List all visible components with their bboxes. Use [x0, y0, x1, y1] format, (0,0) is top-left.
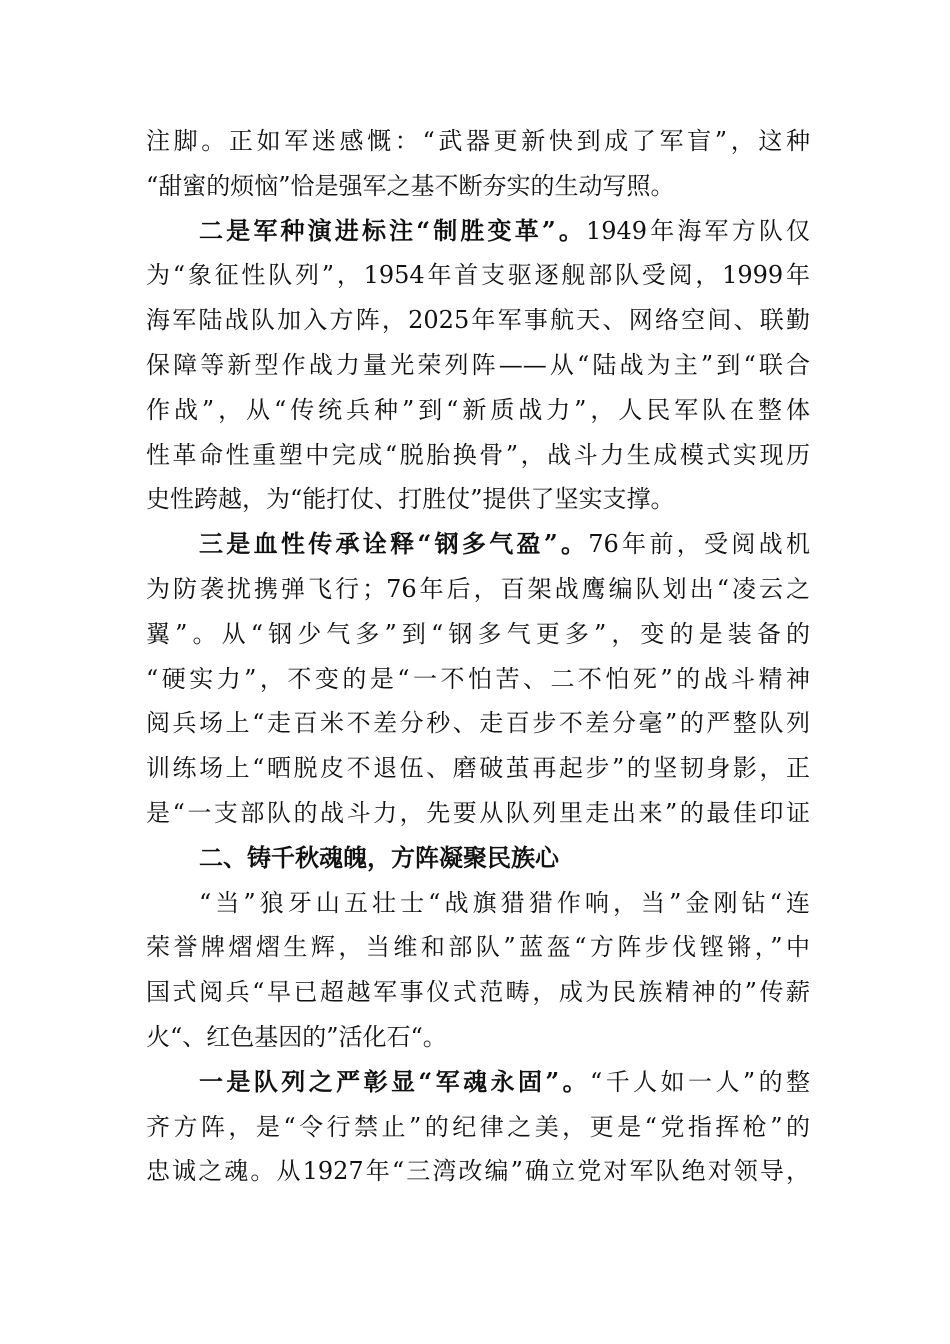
text-line: 海军陆战队加入方阵，2025年军事航天、网络空间、联勤	[146, 306, 810, 335]
text-line: 翼”。从“钢少气多”到“钢多气更多”，变的是装备的	[146, 619, 810, 648]
text-line: 国式阅兵“早已超越军事仪式范畴，成为民族精神的”传薪	[146, 978, 810, 1007]
paragraph-first-rest: 76年前，受阅战机	[588, 530, 810, 559]
paragraph	[146, 522, 810, 836]
paragraph	[146, 1060, 810, 1194]
text-line: 齐方阵，是“令行禁止”的纪律之美，更是“党指挥枪”的	[146, 1112, 810, 1141]
text-line: 荣誉牌熠熠生辉，当维和部队”蓝盔“方阵步伐铿锵，”中	[146, 933, 810, 962]
paragraph-first-rest: 1949年海军方队仅	[585, 216, 811, 245]
text-line: 史性跨越，为“能打仗、打胜仗”提供了坚实支撑。	[146, 485, 675, 514]
paragraph-lead: 三是血性传承诠释“钢多气盈”。	[199, 529, 589, 559]
text-line: 火“、红色基因的”活化石“。	[146, 1022, 447, 1051]
paragraph-first-line	[146, 209, 810, 254]
text-line: 是“一支部队的战斗力，先要从队列里走出来”的最佳印证	[146, 798, 810, 827]
text-line: 保障等新型作战力量光荣列阵——从“陆战为主”到“联合	[146, 350, 810, 379]
paragraph-first-line	[146, 1060, 810, 1105]
text-line: “甜蜜的烦恼”恰是强军之基不断夯实的生动写照。	[146, 171, 675, 200]
document-page	[146, 119, 810, 1194]
text-line: 阅兵场上“走百米不差分秒、走百步不差分毫”的严整队列	[146, 709, 810, 738]
text-line: 性革命性重塑中完成“脱胎换骨”，战斗力生成模式实现历	[146, 440, 810, 469]
text-line: 忠诚之魂。从1927年“三湾改编”确立党对军队绝对领导，	[146, 1157, 810, 1186]
paragraph-lead: 一是队列之严彰显“军魂永固”。	[199, 1066, 591, 1096]
section-heading: 二、铸千秋魂魄，方阵凝聚民族心	[199, 842, 559, 872]
paragraph	[146, 881, 810, 1060]
text-line: “硬实力”，不变的是“一不怕苦、二不怕死”的战斗精神	[146, 664, 810, 693]
paragraph-first-rest: “千人如一人”的整	[590, 1067, 810, 1096]
text-line: 作战”，从“传统兵种”到“新质战力”，人民军队在整体	[146, 395, 810, 424]
text-line: 训练场上“晒脱皮不退伍、磨破茧再起步”的坚韧身影，正	[146, 754, 810, 783]
paragraph	[146, 119, 810, 209]
text-line: “当”狼牙山五壮士“战旗猎猎作响，当”金刚钻“连	[199, 888, 810, 917]
paragraph-first-line	[146, 522, 810, 567]
paragraph	[146, 209, 810, 523]
text-line: 注脚。正如军迷感慨：“武器更新快到成了军盲”，这种	[146, 127, 810, 155]
text-line: 为防袭扰携弹飞行；76年后，百架战鹰编队划出“凌云之	[146, 574, 810, 603]
text-line: 为“象征性队列”，1954年首支驱逐舰部队受阅，1999年	[146, 261, 810, 290]
paragraph-lead: 二是军种演进标注“制胜变革”。	[199, 215, 586, 245]
